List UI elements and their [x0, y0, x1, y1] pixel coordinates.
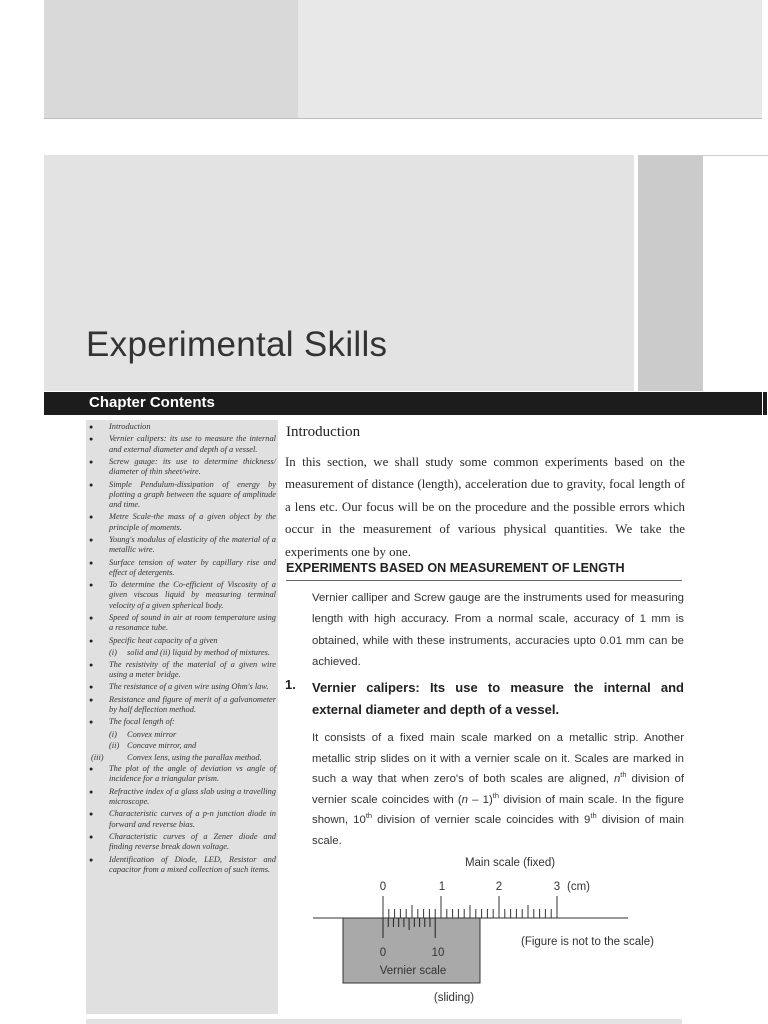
- main-tick-label: 3: [553, 881, 561, 893]
- contents-subitem: [88, 648, 276, 658]
- top-grey-panel-left: [44, 0, 298, 118]
- sliding-label: (sliding): [433, 992, 475, 1004]
- superscript: th: [590, 811, 597, 821]
- experiments-paragraph: Vernier calliper and Screw gauge are the instruments used for measuring length with high accuracy. From a normal scale, accuracy of 1 mm is obtained, while with these instruments, accuracies upto 0.01 mm can be achieved.: [312, 592, 684, 669]
- variable-n: n: [461, 793, 468, 806]
- subitem-number: (iii): [91, 752, 104, 762]
- introduction-heading: Introduction: [286, 424, 361, 440]
- section-title: Vernier calipers: Its use to measure the internal and external diameter and depth of a vessel.: [312, 680, 684, 717]
- main-tick-label: 2: [495, 881, 503, 893]
- section-heading: EXPERIMENTS BASED ON MEASUREMENT OF LENGTH: [286, 561, 625, 575]
- vernier-description-paragraph: [312, 728, 684, 852]
- main-tick-label: 1: [438, 881, 446, 893]
- header-side-bar: [638, 155, 703, 391]
- contents-item: ● Introduction: [88, 422, 276, 432]
- top-divider: [44, 118, 762, 119]
- variable-n: n: [613, 773, 621, 786]
- subitem-number: (i): [109, 647, 117, 657]
- subitem-text: Convex mirror: [127, 729, 177, 739]
- contents-subitem: [88, 730, 276, 740]
- top-grey-panel-right: [298, 0, 762, 118]
- text-run: division of vernier scale coincides with (: [312, 773, 684, 806]
- text-run: division of main scale.: [312, 814, 684, 847]
- vernier-tick-label: 0: [379, 947, 387, 959]
- superscript: th: [492, 790, 500, 800]
- subitem-number: (i): [109, 729, 117, 739]
- contents-item: ● Specific heat capacity of a given: [88, 636, 276, 646]
- contents-item: ● Identification of Diode, LED, Resistor and capacitor from a mixed collection of such items.: [88, 855, 276, 875]
- contents-item: ● The focal length of:: [88, 717, 276, 727]
- main-tick-label: 0: [379, 881, 387, 893]
- section-heading-rule: [286, 580, 682, 581]
- contents-item: ● The resistivity of the material of a given wire using a meter bridge.: [88, 660, 276, 680]
- contents-item: ● To determine the Co-efficient of Viscosity of a given viscous liquid by measuring terminal velocity of a given spherical body.: [88, 580, 276, 611]
- unit-label: (cm): [567, 881, 590, 893]
- text-run: It consists of a fixed main scale marked on a metallic strip. Another metallic strip slides on it with a vernier scale on it. Scales are marked in such a way that when zero's of both scales are aligned,: [312, 732, 684, 786]
- contents-item: ● The resistance of a given wire using Ohm's law.: [88, 682, 276, 692]
- superscript: th: [365, 811, 373, 821]
- header-right-rule: [703, 155, 768, 156]
- contents-item: ● Simple Pendulum-dissipation of energy by plotting a graph between the square of amplitude and time.: [88, 480, 276, 511]
- contents-item: ● The plot of the angle of deviation vs angle of incidence for a triangular prism.: [88, 764, 276, 784]
- main-scale-label: Main scale (fixed): [464, 857, 556, 869]
- superscript: th: [620, 770, 627, 780]
- contents-list: [88, 422, 276, 877]
- subitem-text: Convex lens, using the parallax method.: [127, 752, 262, 762]
- main-scale-ticks: [383, 896, 557, 918]
- contents-item: ● Refractive index of a glass slab using a travelling microscope.: [88, 787, 276, 807]
- contents-item: ● Characteristic curves of a Zener diode and finding reverse break down voltage.: [88, 832, 276, 852]
- subitem-number: (ii): [109, 741, 120, 751]
- contents-item: ● Speed of sound in air at room temperature using a resonance tube.: [88, 613, 276, 633]
- figure-note: (Figure is not to the scale): [521, 936, 654, 948]
- contents-item: ● Resistance and figure of merit of a galvanometer by half deflection method.: [88, 695, 276, 715]
- text-run: division of vernier scale coincides with 9: [372, 814, 591, 827]
- chapter-contents-label: Chapter Contents: [89, 394, 215, 411]
- text-run: division of main scale. In the figure shown, 10: [312, 793, 684, 827]
- contents-item: ● Young's modulus of elasticity of the material of a metallic wire.: [88, 535, 276, 555]
- introduction-paragraph: In this section, we shall study some common experiments based on the measurement of distance (length), acceleration due to gravity, focal length of a lens etc. Our focus will be on the procedure and the possible errors which occur in the measurement of various physical quantities. We take the experiments one by one.: [285, 455, 685, 559]
- section-number: 1.: [285, 677, 296, 692]
- contents-item: ● Metre Scale-the mass of a given object by the principle of moments.: [88, 512, 276, 532]
- contents-subitem: [88, 741, 276, 751]
- contents-item: ● Vernier calipers: its use to measure the internal and external diameter and depth of a vessel.: [88, 434, 276, 454]
- subitem-text: solid and (ii) liquid by method of mixtures.: [127, 647, 270, 657]
- contents-bar-end: [763, 392, 767, 415]
- chapter-title: Experimental Skills: [86, 325, 388, 364]
- vernier-tick-label: 10: [431, 947, 445, 959]
- contents-item: ● Screw gauge: its use to determine thickness/ diameter of thin sheet/wire.: [88, 457, 276, 477]
- contents-item: ● Surface tension of water by capillary rise and effect of detergents.: [88, 558, 276, 578]
- contents-item: ● Characteristic curves of a p-n junction diode in forward and reverse bias.: [88, 809, 276, 829]
- subitem-text: Concave mirror, and: [127, 741, 197, 751]
- vernier-scale-figure: [300, 850, 680, 1020]
- text-run: – 1): [467, 793, 493, 806]
- contents-subitem: [88, 753, 276, 763]
- vernier-scale-label: Vernier scale: [379, 965, 447, 977]
